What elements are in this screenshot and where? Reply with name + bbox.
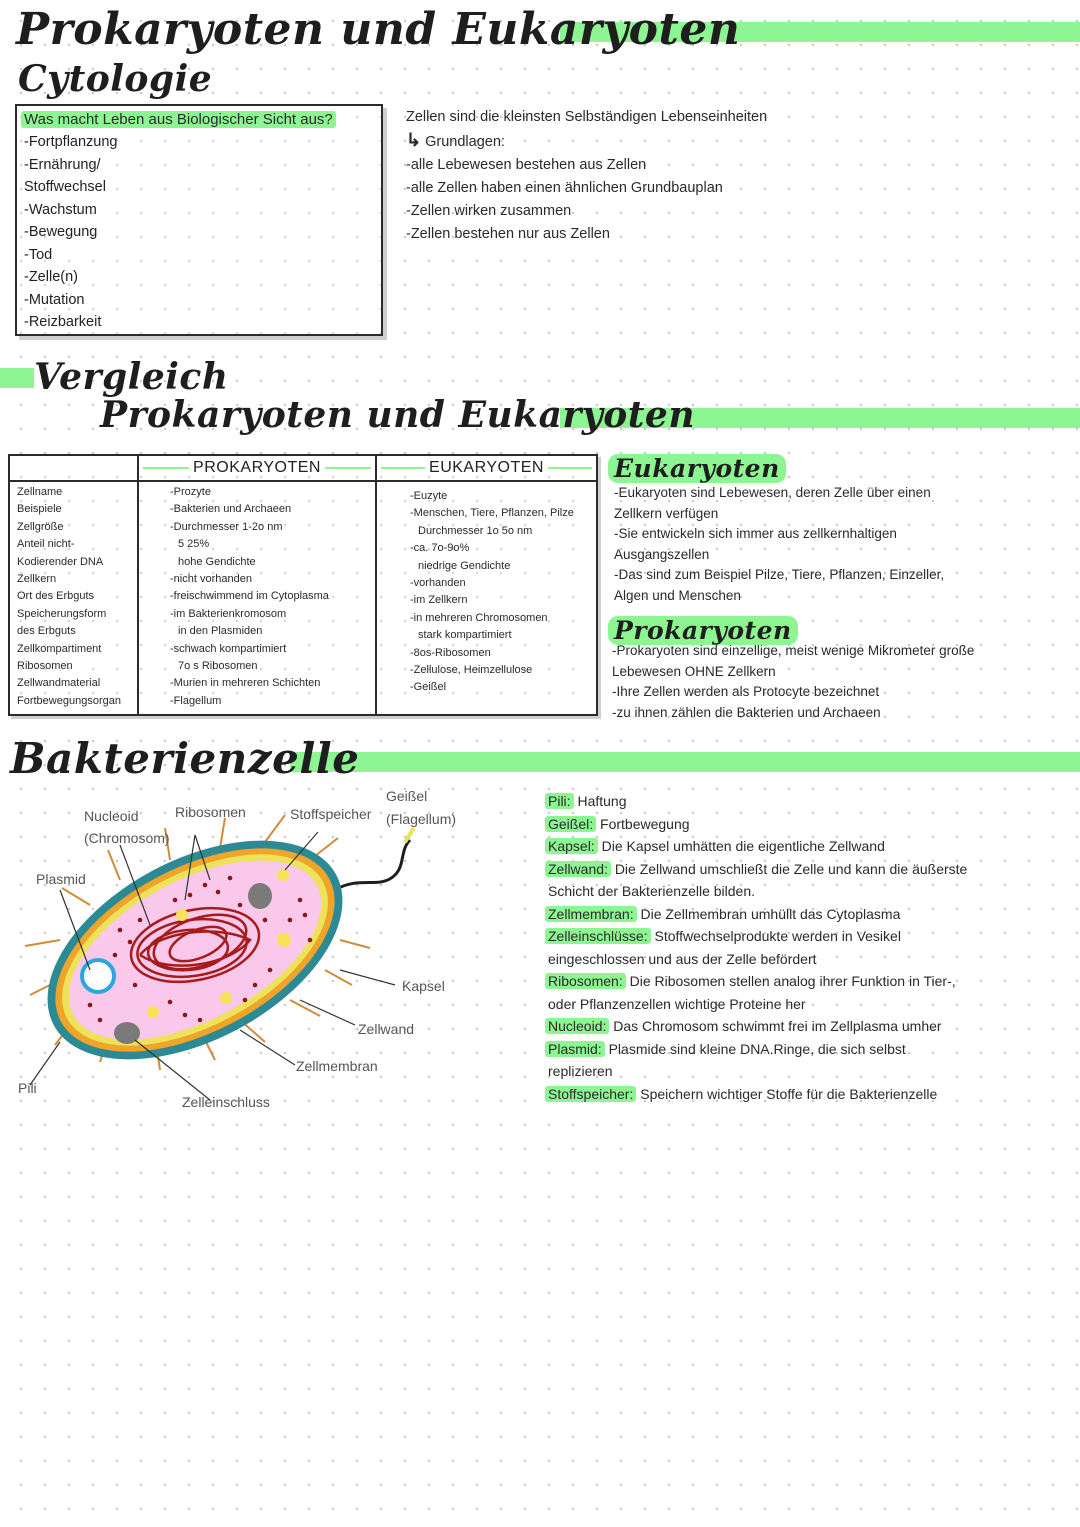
term-label: Geißel: <box>545 816 596 832</box>
row-label: Fortbewegungsorgan <box>17 694 121 707</box>
label-kapsel: Kapsel <box>402 978 445 994</box>
compare-heading-2: Prokaryoten und Eukaryoten <box>100 394 695 436</box>
pro-cell: -im Bakterienkromosom <box>170 607 287 620</box>
term-row <box>545 835 1075 858</box>
term-row <box>545 970 1075 993</box>
label-chromosom: (Chromosom) <box>84 830 170 846</box>
label-plasmid: Plasmid <box>36 871 86 887</box>
arrow-icon: ↳ <box>406 130 422 150</box>
compare-heading-1: Vergleich <box>34 356 229 398</box>
term-row <box>545 880 1075 903</box>
label-pili: Pili <box>18 1080 37 1096</box>
eu-cell: -8os-Ribosomen <box>410 646 491 659</box>
basics-list <box>406 154 767 246</box>
basics-row <box>406 129 767 154</box>
row-label: Ort des Erbguts <box>17 590 95 603</box>
eukaryoten-line: -Das sind zum Beispiel Pilze, Tiere, Pflanzen, Einzeller, <box>614 567 945 583</box>
table-divider-1 <box>137 456 139 714</box>
term-label: Ribosomen: <box>545 973 626 989</box>
label-nucleoid: Nucleoid <box>84 808 139 824</box>
term-row <box>545 1083 1075 1106</box>
basics-label: Grundlagen: <box>425 134 505 150</box>
term-text: Die Ribosomen stellen analog ihrer Funktion in Tier-, <box>629 973 956 989</box>
label-zelleinschluss: Zelleinschluss <box>182 1094 270 1110</box>
label-ribosomen: Ribosomen <box>175 804 246 820</box>
eu-cell: -vorhanden <box>410 577 466 590</box>
label-stoffspeicher: Stoffspeicher <box>290 806 372 822</box>
term-text: Die Zellwand umschließt die Zelle und kann die äußerste <box>614 860 968 877</box>
term-text: Plasmide sind kleine DNA.Ringe, die sich selbst <box>608 1040 906 1057</box>
life-criteria-item: -Zelle(n) <box>24 269 78 285</box>
term-text: Die Zellmembran umhüllt das Cytoplasma <box>640 905 901 922</box>
table-divider-2 <box>375 456 377 714</box>
pro-cell: -Flagellum <box>170 694 222 707</box>
pro-cell: hohe Gendichte <box>178 555 256 568</box>
term-text: Schicht der Bakterienzelle bilden. <box>548 883 756 899</box>
life-criteria-item: -Reizbarkeit <box>24 314 102 330</box>
bacteria-highlight-bar <box>290 752 1080 772</box>
eu-cell: stark kompartimiert <box>418 629 512 642</box>
eu-header: EUKARYOTEN <box>377 456 596 480</box>
eu-cell: -ca. 7o-9o% <box>410 542 470 555</box>
comparison-table <box>8 454 598 716</box>
eu-cell: -in mehreren Chromosomen <box>410 611 548 624</box>
prokaryoten-line: -Ihre Zellen werden als Protocyte bezeichnet <box>612 684 880 700</box>
compare-left-bar <box>0 368 34 388</box>
basics-item: -alle Lebewesen bestehen aus Zellen <box>406 157 647 173</box>
term-text: Speichern wichtiger Stoffe für die Bakterienzelle <box>640 1085 938 1102</box>
eukaryoten-line: -Sie entwickeln sich immer aus zellkernhaltigen <box>614 526 897 542</box>
term-label: Zellwand: <box>545 861 611 877</box>
eu-column <box>410 488 574 697</box>
life-criteria-box <box>15 104 383 336</box>
prokaryoten-line: -zu ihnen zählen die Bakterien und Archaeen <box>612 704 881 720</box>
eu-cell: -Menschen, Tiere, Pflanzen, Pilze <box>410 507 574 520</box>
flagellum-icon <box>335 828 414 890</box>
prokaryoten-heading: Prokaryoten <box>608 616 1078 645</box>
row-label: Zellkompartiment <box>17 642 102 655</box>
row-label: Kodierender DNA <box>17 555 104 568</box>
term-row <box>545 1038 1075 1061</box>
page-title: Prokaryoten und Eukaryoten <box>16 4 741 55</box>
pro-cell: -freischwimmend im Cytoplasma <box>170 590 329 603</box>
eu-cell: -im Zellkern <box>410 594 468 607</box>
term-row <box>545 813 1075 836</box>
row-label: Zellkern <box>17 573 57 586</box>
plasmid-icon <box>82 960 114 992</box>
bacteria-terms <box>545 790 1075 1105</box>
pro-header: PROKARYOTEN <box>139 456 375 480</box>
term-row <box>545 948 1075 971</box>
row-label: Beispiele <box>17 503 62 516</box>
term-row <box>545 858 1075 881</box>
row-labels <box>17 484 121 710</box>
life-criteria-item: -Fortpflanzung <box>24 134 118 150</box>
label-zellwand: Zellwand <box>358 1021 415 1037</box>
pro-cell: -schwach kompartimiert <box>170 642 287 655</box>
eukaryoten-line: -Eukaryoten sind Lebewesen, deren Zelle über einen <box>614 485 931 500</box>
term-row <box>545 790 1075 813</box>
pro-column <box>170 484 329 710</box>
page-subtitle: Cytologie <box>18 58 213 100</box>
prokaryoten-line: -Prokaryoten sind einzellige, meist wenige Mikrometer große <box>612 643 975 658</box>
eu-cell: Durchmesser 1o 5o nm <box>418 524 533 537</box>
row-label: des Erbguts <box>17 625 76 638</box>
life-criteria-item: -Tod <box>24 246 53 263</box>
label-geissel: Geißel <box>386 788 428 804</box>
label-flagellum: (Flagellum) <box>386 811 457 827</box>
table-header-line <box>10 480 596 482</box>
term-label: Plasmid: <box>545 1041 605 1057</box>
eu-cell: -Geißel <box>410 681 447 694</box>
term-text: Haftung <box>577 793 627 809</box>
life-criteria-item: Stoffwechsel <box>24 179 106 195</box>
life-criteria-item: -Mutation <box>24 291 85 308</box>
pro-cell: -Murien in mehreren Schichten <box>170 677 321 690</box>
pro-cell: -nicht vorhanden <box>170 573 252 586</box>
term-label: Stoffspeicher: <box>545 1086 636 1102</box>
eukaryoten-section <box>608 454 1078 607</box>
eukaryoten-text <box>614 483 1078 607</box>
eu-cell: niedrige Gendichte <box>418 559 511 572</box>
life-criteria-item: -Wachstum <box>24 201 97 218</box>
prokaryoten-text <box>612 641 1078 723</box>
eukaryoten-line: Zellkern verfügen <box>614 505 719 521</box>
term-text: Die Kapsel umhätten die eigentliche Zellwand <box>601 838 885 854</box>
row-label: Ribosomen <box>17 660 73 673</box>
life-criteria-item: -Ernährung/ <box>24 156 101 173</box>
row-label: Anteil nicht- <box>17 538 75 551</box>
row-label: Zellgröße <box>17 520 64 533</box>
eu-cell: -Euzyte <box>410 490 448 502</box>
term-row <box>545 1060 1075 1083</box>
term-row <box>545 1015 1075 1038</box>
row-label: Zellwandmaterial <box>17 677 101 690</box>
term-label: Pili: <box>545 793 574 809</box>
pro-cell: -Bakterien und Archaeen <box>170 503 292 516</box>
term-row <box>545 993 1075 1016</box>
term-text: Fortbewegung <box>600 815 690 832</box>
pro-cell: -Durchmesser 1-2o nm <box>170 520 283 533</box>
term-text: eingeschlossen und aus der Zelle befördert <box>548 950 817 967</box>
cells-intro <box>406 106 767 246</box>
term-text: replizieren <box>548 1063 613 1079</box>
prokaryoten-section <box>608 616 1078 723</box>
pro-cell: 7o s Ribosomen <box>178 660 258 673</box>
term-row <box>545 925 1075 948</box>
pro-cell: 5 25% <box>178 538 210 551</box>
bacteria-diagram <box>0 780 520 1120</box>
bacteria-heading: Bakterienzelle <box>10 734 360 783</box>
term-label: Nucleoid: <box>545 1018 609 1034</box>
life-criteria-list <box>24 131 381 334</box>
cells-intro-text: Zellen sind die kleinsten Selbständigen Lebenseinheiten <box>406 109 768 125</box>
term-text: oder Pflanzenzellen wichtige Proteine her <box>548 995 806 1012</box>
row-label: Speicherungsform <box>17 607 107 620</box>
basics-item: -Zellen wirken zusammen <box>406 203 572 219</box>
eukaryoten-line: Ausgangszellen <box>614 546 710 562</box>
term-text: Stoffwechselprodukte werden in Vesikel <box>654 928 901 944</box>
eukaryoten-heading: Eukaryoten <box>608 454 1078 483</box>
row-label: Zellname <box>17 486 63 498</box>
basics-item: -alle Zellen haben einen ähnlichen Grundbauplan <box>406 180 723 196</box>
eu-cell: -Zellulose, Heimzellulose <box>410 664 533 677</box>
term-label: Zelleinschlüsse: <box>545 928 651 944</box>
pro-cell: in den Plasmiden <box>178 625 263 638</box>
prokaryoten-line: Lebewesen OHNE Zellkern <box>612 663 776 679</box>
term-label: Zellmembran: <box>545 906 637 922</box>
eukaryoten-line: Algen und Menschen <box>614 587 741 603</box>
life-criteria-item: -Bewegung <box>24 224 98 240</box>
term-row <box>545 903 1075 926</box>
pro-cell: -Prozyte <box>170 486 211 498</box>
basics-item: -Zellen bestehen nur aus Zellen <box>406 226 610 242</box>
term-label: Kapsel: <box>545 838 598 854</box>
label-zellmembran: Zellmembran <box>296 1058 378 1074</box>
life-question: Was macht Leben aus Biologischer Sicht aus? <box>21 108 379 131</box>
term-text: Das Chromosom schwimmt frei im Zellplasma umher <box>613 1018 942 1034</box>
